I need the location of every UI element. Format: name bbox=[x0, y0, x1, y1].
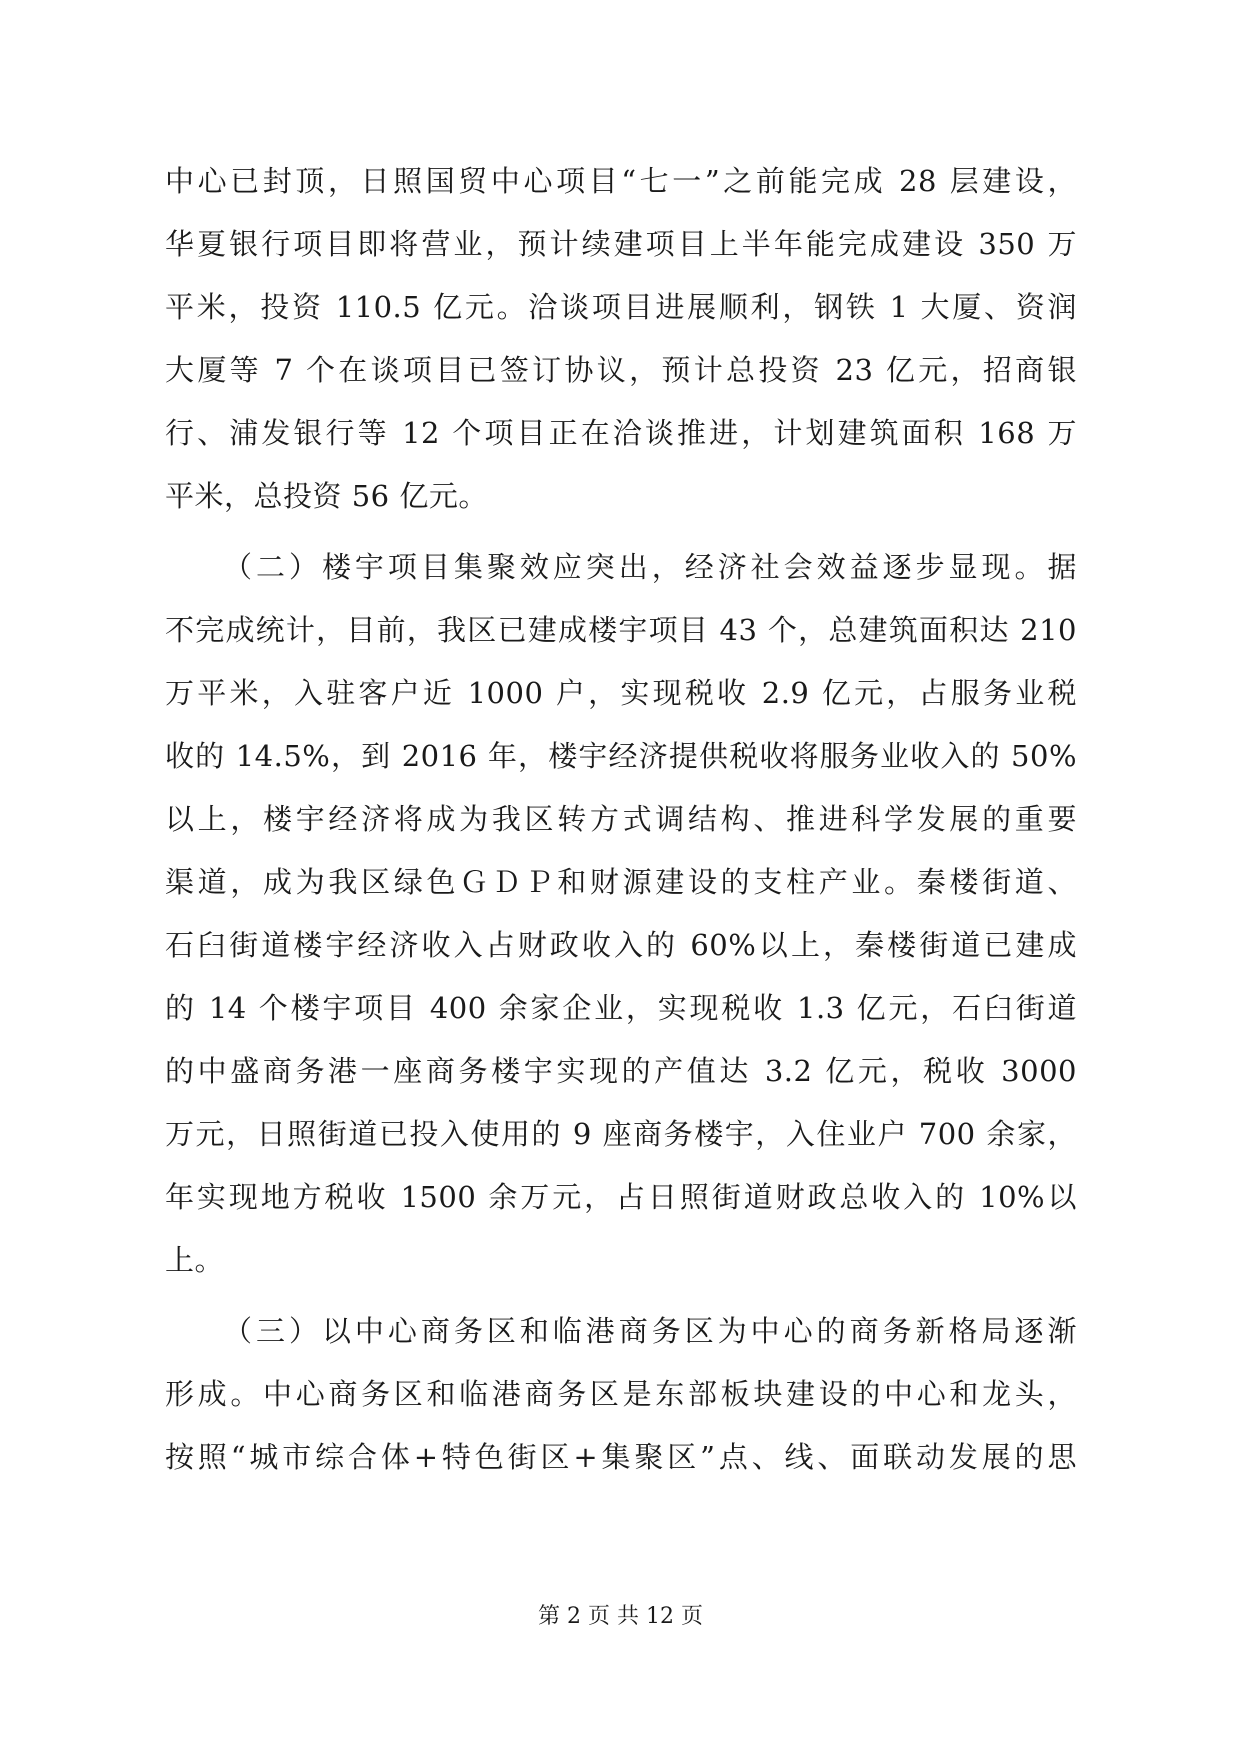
text-line: 收的 14.5%，到 2016 年，楼宇经济提供税收将服务业收入的 50% bbox=[165, 739, 1077, 773]
page-footer: 第 2 页 共 12 页 bbox=[538, 1604, 703, 1629]
text-line: 行、浦发银行等 12 个项目正在洽谈推进，计划建筑面积 168 万 bbox=[165, 416, 1077, 450]
text-line: 平米，总投资 56 亿元。 bbox=[165, 479, 488, 513]
paragraph-heading-line: （三）以中心商务区和临港商务区为中心的商务新格局逐渐 bbox=[223, 1314, 1077, 1348]
text-line: 平米，投资 110.5 亿元。洽谈项目进展顺利，钢铁 1 大厦、资润 bbox=[165, 290, 1077, 324]
text-line: 万元，日照街道已投入使用的 9 座商务楼宇，入住业户 700 余家， bbox=[165, 1117, 1077, 1151]
text-line: 中心已封顶，日照国贸中心项目“七一”之前能完成 28 层建设， bbox=[165, 164, 1077, 198]
text-line: 渠道，成为我区绿色ＧＤＰ和财源建设的支柱产业。秦楼街道、 bbox=[165, 865, 1077, 899]
text-line: 以上，楼宇经济将成为我区转方式调结构、推进科学发展的重要 bbox=[165, 802, 1077, 836]
text-line: 年实现地方税收 1500 余万元，占日照街道财政总收入的 10%以 bbox=[165, 1180, 1077, 1214]
text-line: 石臼街道楼宇经济收入占财政收入的 60%以上，秦楼街道已建成 bbox=[165, 928, 1077, 962]
text-line: 的中盛商务港一座商务楼宇实现的产值达 3.2 亿元，税收 3000 bbox=[165, 1054, 1077, 1088]
text-line: 不完成统计，目前，我区已建成楼宇项目 43 个，总建筑面积达 210 bbox=[165, 613, 1077, 647]
text-line: 上。 bbox=[165, 1243, 225, 1277]
text-line: 万平米，入驻客户近 1000 户，实现税收 2.9 亿元，占服务业税 bbox=[165, 676, 1077, 710]
text-line: 形成。中心商务区和临港商务区是东部板块建设的中心和龙头， bbox=[165, 1377, 1077, 1411]
paragraph-heading-line: （二）楼宇项目集聚效应突出，经济社会效益逐步显现。据 bbox=[223, 550, 1077, 584]
body-text bbox=[165, 150, 1077, 1489]
text-line: 大厦等 7 个在谈项目已签订协议，预计总投资 23 亿元，招商银 bbox=[165, 353, 1077, 387]
text-line: 的 14 个楼宇项目 400 余家企业，实现税收 1.3 亿元，石臼街道 bbox=[165, 991, 1077, 1025]
text-line: 华夏银行项目即将营业，预计续建项目上半年能完成建设 350 万 bbox=[165, 227, 1077, 261]
text-line: 按照“城市综合体+特色街区+集聚区”点、线、面联动发展的思 bbox=[165, 1440, 1077, 1474]
